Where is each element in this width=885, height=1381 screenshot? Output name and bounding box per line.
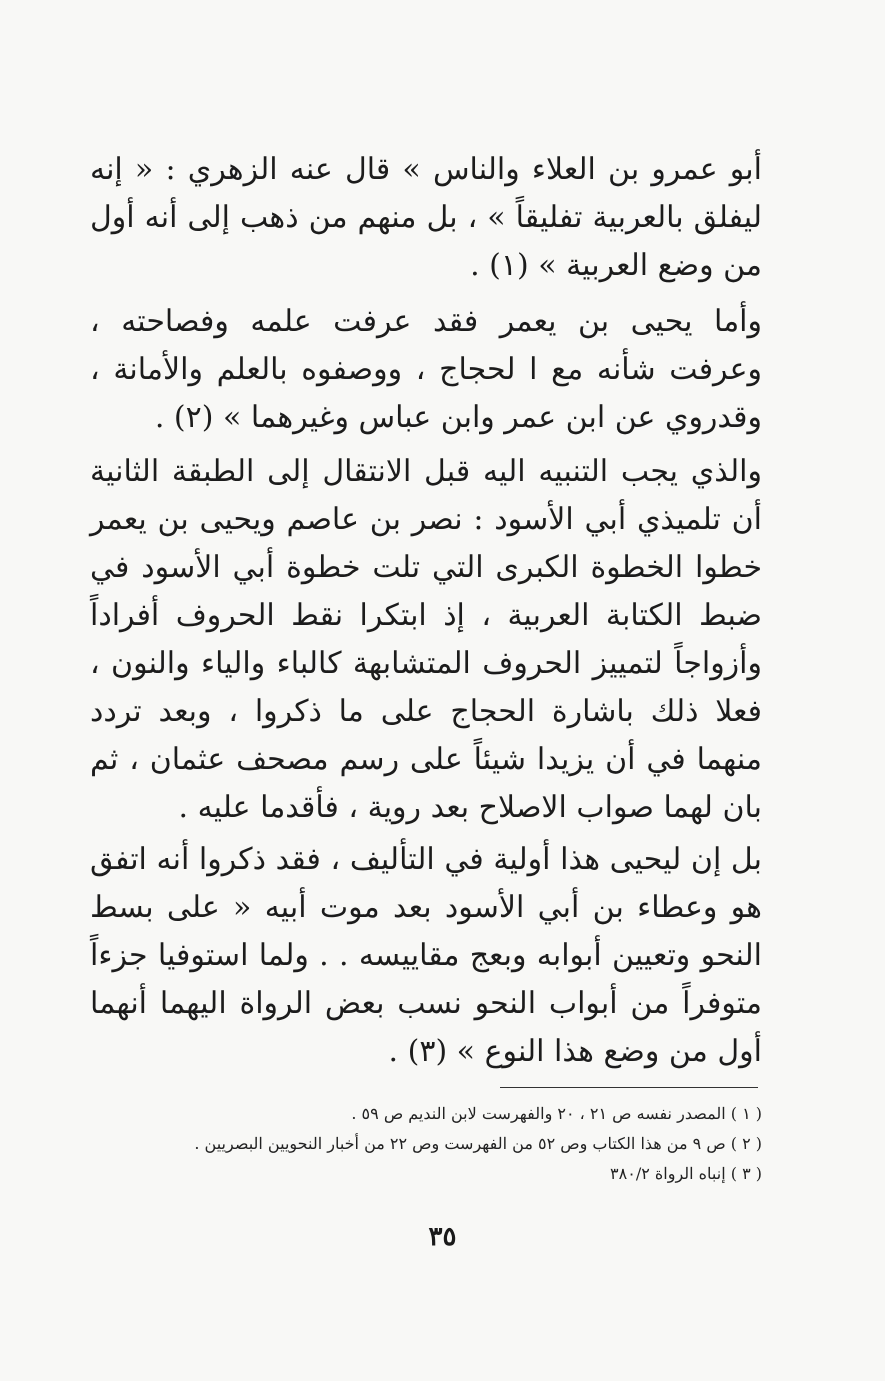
paragraph-4 <box>90 836 762 1076</box>
paragraph-text: وأما يحيى بن يعمر فقد عرفت علمه وفصاحته ، وعرفت شأنه مع ا لحجاج ، ووصفوه بالعلم والأمانة ، وقدروي عن ابن عمر وابن عباس وغيرهما » (٢) . <box>90 304 762 435</box>
footnote-1: ( ١ ) المصدر نفسه ص ٢١ ، ٢٠ والفهرست لابن النديم ص ٥٩ . <box>351 1104 762 1123</box>
paragraph-1 <box>90 146 762 290</box>
footnotes <box>120 1099 762 1189</box>
paragraph-text: أبو عمرو بن العلاء والناس » قال عنه الزهري : « إنه ليفلق بالعربية تفليقاً » ، بل منهم من ذهب إلى أنه أول من وضع العربية » (١) . <box>90 152 762 283</box>
footnote-2: ( ٢ ) ص ٩ من هذا الكتاب وص ٥٢ من الفهرست وص ٢٢ من أخبار النحويين البصريين . <box>194 1134 762 1153</box>
page-number: ٣٥ <box>428 1222 457 1252</box>
footnote-divider <box>500 1087 758 1088</box>
paragraph-3 <box>90 448 762 832</box>
paragraph-text: والذي يجب التنبيه اليه قبل الانتقال إلى الطبقة الثانية أن تلميذي أبي الأسود : نصر بن عاصم ويحيى بن يعمر خطوا الخطوة الكبرى التي تلت خطوة أبي الأسود في ضبط الكتابة العربية ، إذ ابتكرا نقط الحروف أفراداً وأزواجاً لتمييز الحروف المتشابهة كالباء والياء والنون ، فعلا ذلك باشارة الحجاج على ما ذكروا ، وبعد تردد منهما في أن يزيدا شيئاً على رسم مصحف عثمان ، ثم بان لهما صواب الاصلاح بعد روية ، فأقدما عليه . <box>90 454 762 825</box>
paragraph-2 <box>90 298 762 442</box>
paragraph-text: بل إن ليحيى هذا أولية في التأليف ، فقد ذكروا أنه اتفق هو وعطاء بن أبي الأسود بعد موت أبيه « على بسط النحو وتعيين أبوابه وبعج مقاييسه . . ولما استوفيا جزءاً متوفراً من أبواب النحو نسب بعض الرواة اليهما أنهما أول من وضع هذا النوع » (٣) . <box>90 842 763 1069</box>
footnote-3: ( ٣ ) إنباه الرواة ٣٨٠/٢ <box>610 1164 762 1183</box>
